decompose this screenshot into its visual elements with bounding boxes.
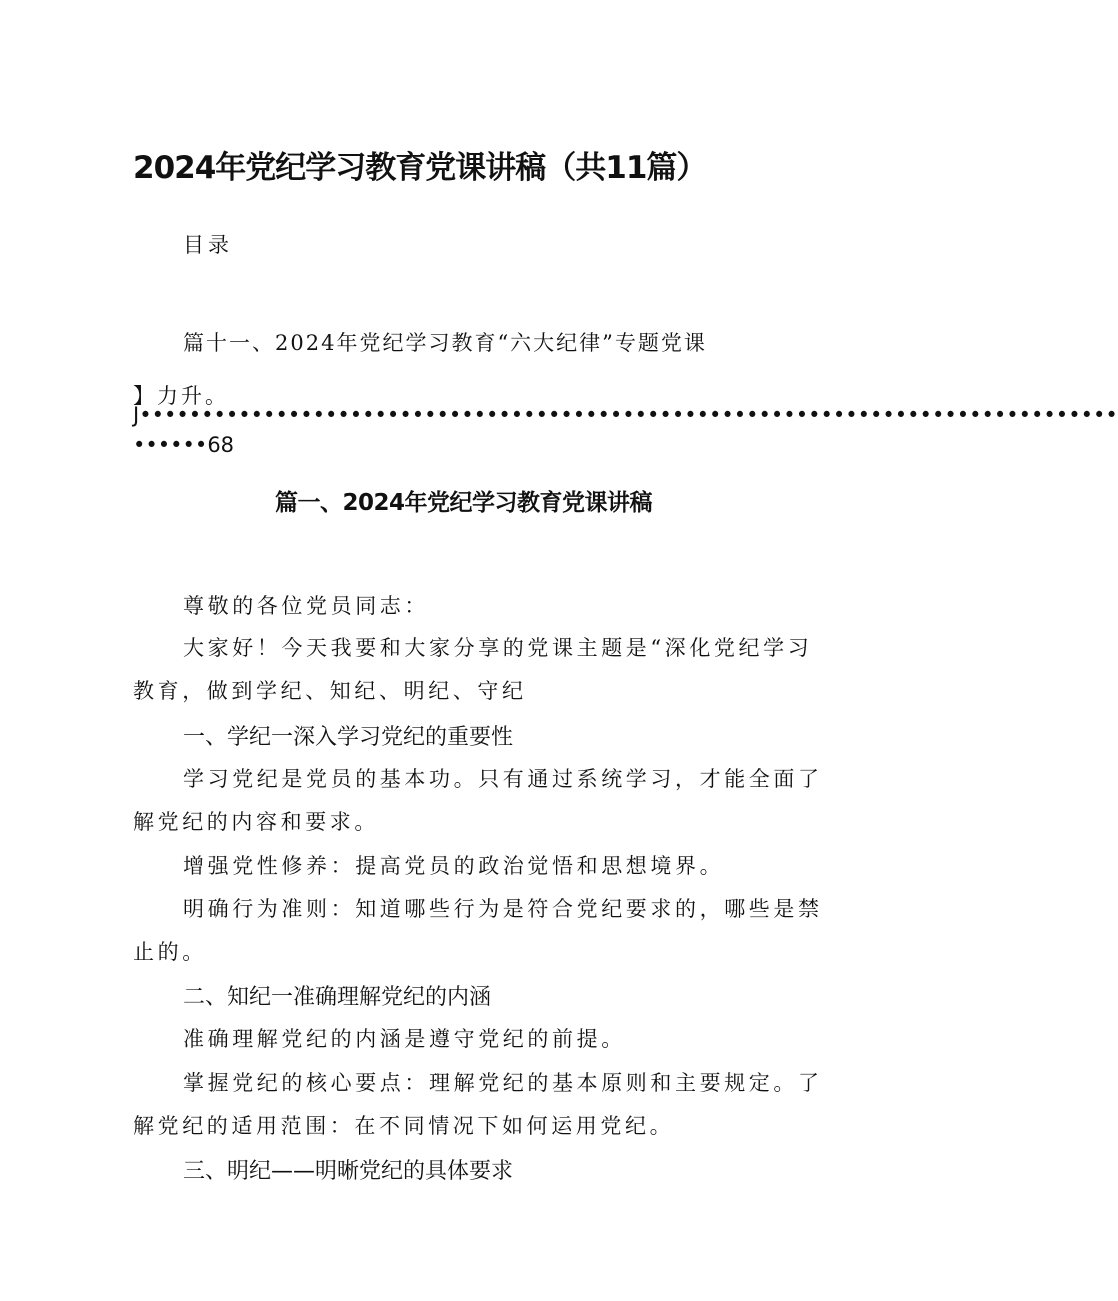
toc-leader-dots: J••••••••••••••••••••••••••••••••••••••••••••••••••••••••••••••••••••••••••••••• (133, 403, 1118, 427)
toc-page-number: ••••••68 (133, 433, 235, 457)
subheading-2: 二、知纪一准确理解党纪的内涵 (183, 985, 492, 1010)
paragraph-line: 解党纪的适用范围：在不同情况下如何运用党纪。 (133, 1114, 675, 1138)
subheading-3: 三、明纪——明晰党纪的具体要求 (183, 1159, 514, 1184)
paragraph-line: 掌握党纪的核心要点：理解党纪的基本原则和主要规定。了 (183, 1071, 823, 1095)
salutation: 尊敬的各位党员同志： (183, 594, 429, 618)
paragraph-line: 止的。 (133, 940, 207, 964)
section-title: 篇一、2024年党纪学习教育党课讲稿 (275, 490, 653, 516)
paragraph-line: 大家好！今天我要和大家分享的党课主题是“深化党纪学习 (183, 636, 813, 660)
paragraph-line: 增强党性修养：提高党员的政治觉悟和思想境界。 (183, 854, 725, 878)
toc-item-line: 篇十一、2024年党纪学习教育“六大纪律”专题党课 (183, 331, 707, 355)
paragraph-line: 学习党纪是党员的基本功。只有通过系统学习，才能全面了 (183, 767, 823, 791)
paragraph-line: 明确行为准则：知道哪些行为是符合党纪要求的，哪些是禁 (183, 897, 823, 921)
paragraph-line: 解党纪的内容和要求。 (133, 810, 379, 834)
toc-label: 目录 (183, 233, 233, 257)
paragraph-line: 教育，做到学纪、知纪、明纪、守纪 (133, 679, 527, 703)
toc-item-continuation: 】力升。 (133, 384, 229, 408)
subheading-1: 一、学纪一深入学习党纪的重要性 (183, 725, 514, 750)
document-title: 2024年党纪学习教育党课讲稿（共11篇） (133, 150, 707, 186)
paragraph-line: 准确理解党纪的内涵是遵守党纪的前提。 (183, 1027, 626, 1051)
